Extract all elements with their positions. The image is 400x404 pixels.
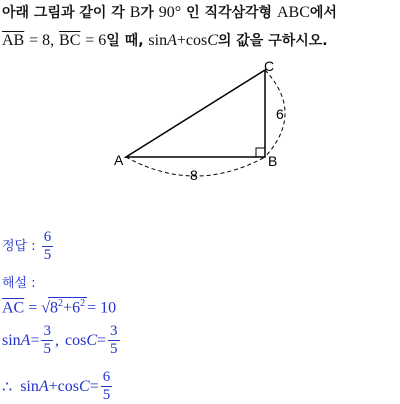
side-ab-label: 8 [190, 167, 198, 183]
vertex-a-label: A [114, 152, 124, 168]
answer-label: 정답 : [2, 239, 36, 254]
cos-c-fraction: $\frac{3}{5}$ [110, 323, 118, 357]
side-bc-label: 6 [276, 106, 284, 122]
angle-vertex: B [129, 4, 141, 21]
question-line-2: $\overline{AB} = 8$, $\overline{BC} = 6$일 때, sinA+cosC의 값을 구하시오. [2, 32, 328, 49]
solution-line-2: sin A = $\frac{3}{5}$ , cos C = $\frac{3}{5}$ [2, 323, 118, 357]
segment-ac: $\overline{AC}$ [2, 299, 25, 317]
triangle-figure [0, 0, 400, 200]
sqrt-symbol: √ [41, 299, 51, 317]
vertex-b-label: B [268, 153, 278, 169]
answer-line [2, 230, 55, 263]
solution-line-1: $\overline{AC} = √8^2+6^2 = 10$ [2, 298, 117, 317]
segment-bc: $\overline{BC}$ [59, 32, 81, 49]
right-angle-mark [256, 148, 265, 157]
therefore-symbol: ∴ [2, 378, 13, 396]
answer-fraction: $\frac{6}{5}$ [43, 229, 52, 263]
solution-line-3: ∴ sin A + cos C = $\frac{6}{5}$ [2, 369, 111, 403]
sin-a-fraction: $\frac{3}{5}$ [43, 323, 51, 357]
triangle-abc [126, 70, 265, 157]
triangle-name: ABC [276, 4, 310, 21]
question-line-1: 아래 그림과 같이 각 B가 90° 인 직각삼각형 ABC에서 [2, 4, 337, 21]
vertex-c-label: C [264, 58, 275, 74]
solution-label: 해설 : [2, 276, 36, 291]
segment-ab: $\overline{AB}$ [2, 32, 25, 49]
final-fraction: $\frac{6}{5}$ [102, 369, 111, 403]
